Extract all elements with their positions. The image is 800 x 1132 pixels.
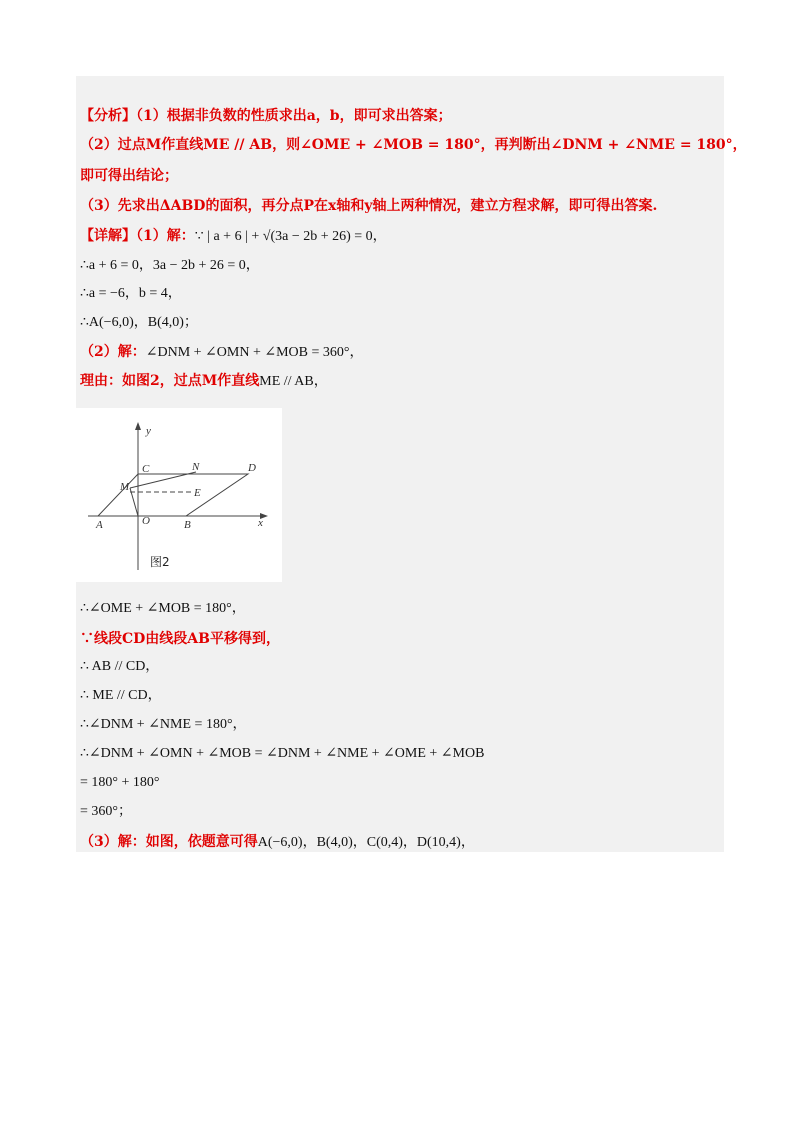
figure-2-diagram (76, 408, 282, 582)
figure-caption: 图2 (150, 555, 170, 569)
part3-heading: （3）解：如图，依题意可得 (80, 834, 258, 850)
detail-line-15 (80, 832, 475, 853)
detail-line-13: = 180° + 180° (80, 775, 160, 790)
label-b: B (184, 519, 191, 531)
reason-label: 理由：如图2，过点M作直线 (80, 373, 260, 389)
label-a: A (96, 519, 103, 531)
label-e: E (194, 487, 201, 499)
part3-points: A(−6,0)，B(4,0)，C(0,4)，D(10,4)， (257, 835, 475, 850)
label-o: O (142, 515, 150, 527)
label-n: N (192, 461, 200, 473)
label-m: M (120, 481, 130, 493)
analysis-line-3: 即可得出结论； (80, 168, 178, 184)
label-y: y (146, 425, 151, 437)
label-x: x (258, 517, 263, 529)
detail-line-11: ∴∠DNM + ∠NME = 180°， (80, 717, 247, 732)
detail-line-14: = 360°； (80, 804, 132, 819)
label-c: C (142, 463, 150, 475)
detail-line-6 (80, 371, 328, 392)
reason-parallel: ME // AB， (259, 374, 328, 389)
detail-line-10: ∴ ME // CD， (80, 688, 162, 703)
figure-2 (76, 408, 282, 582)
detail-line-4: ∴A(−6,0)，B(4,0)； (80, 315, 198, 330)
analysis-line-2: （2）过点M作直线ME // AB，则∠OME + ∠MOB = 180°，再判断出∠DNM + ∠NME = 180°， (80, 137, 747, 153)
detail-line-3: ∴a = −6，b = 4， (80, 286, 182, 301)
detail-line-5 (80, 342, 363, 363)
analysis-line-4: （3）先求出ΔABD的面积，再分点P在x轴和y轴上两种情况，建立方程求解，即可得出答案. (80, 198, 658, 214)
detail-heading: 【详解】（1）解： (80, 228, 195, 244)
label-d: D (248, 462, 256, 474)
detail-line-8: ∵线段CD由线段AB平移得到， (80, 631, 280, 647)
analysis-line-1: 【分析】（1）根据非负数的性质求出a，b，即可求出答案； (80, 108, 452, 124)
equation-1: ∵ | a + 6 | + √(3a − 2b + 26) = 0， (194, 229, 387, 244)
part2-claim: ∠DNM + ∠OMN + ∠MOB = 360°， (145, 345, 364, 360)
detail-line-2: ∴a + 6 = 0，3a − 2b + 26 = 0， (80, 258, 260, 273)
part2-heading: （2）解： (80, 344, 146, 360)
detail-line-7: ∴∠OME + ∠MOB = 180°， (80, 601, 246, 616)
detail-line-12: ∴∠DNM + ∠OMN + ∠MOB = ∠DNM + ∠NME + ∠OME + ∠MOB (80, 746, 485, 761)
detail-line-1 (80, 226, 387, 247)
detail-line-9: ∴ AB // CD， (80, 659, 160, 674)
y-axis-arrow (135, 422, 141, 430)
